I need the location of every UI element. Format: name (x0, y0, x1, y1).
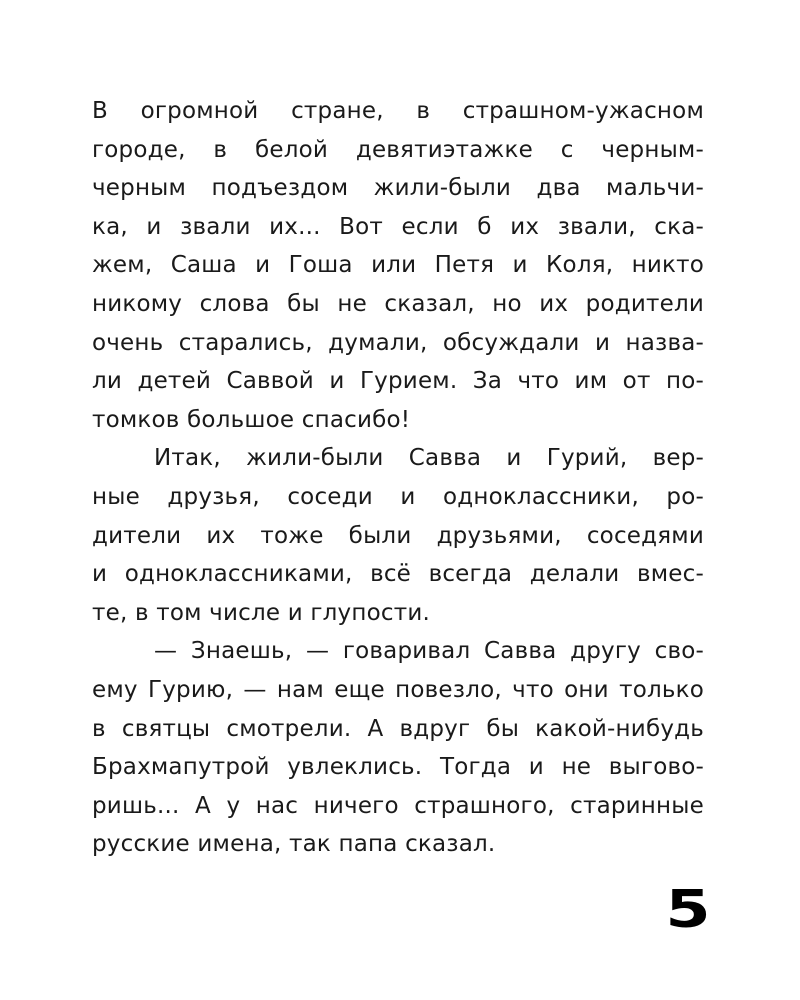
text-line: очень старались, думали, обсуждали и назва- (92, 329, 704, 356)
text-line: В огромной стране, в страшном-ужасном (92, 98, 704, 124)
text-line: в святцы смотрели. А вдруг бы какой-нибудь (92, 715, 704, 742)
text-line: и одноклассниками, всё всегда делали вмес- (92, 561, 704, 588)
text-line: ные друзья, соседи и одноклассники, ро- (92, 483, 704, 510)
text-line: дители их тоже были друзьями, соседями (92, 522, 704, 549)
text-line: те, в том числе и глупости. (92, 599, 430, 626)
text-line: — Знаешь, — говаривал Савва другу сво- (154, 638, 704, 665)
text-line: Итак, жили-были Савва и Гурий, вер- (154, 445, 704, 472)
text-line: городе, в белой девятиэтажке с черным- (92, 136, 704, 163)
page-number: 5 (665, 880, 711, 940)
text-line: русские имена, так папа сказал. (92, 831, 496, 858)
text-line: Брахмапутрой увлеклись. Тогда и не выгово- (92, 754, 704, 781)
text-line: ему Гурию, — нам еще повезло, что они только (92, 676, 704, 703)
text-line: жем, Саша и Гоша или Петя и Коля, никто (92, 252, 704, 279)
text-line: ка, и звали их... Вот если б их звали, ска- (92, 213, 704, 240)
text-line: черным подъездом жили-были два мальчи- (92, 175, 704, 202)
body-text (92, 92, 704, 864)
text-line: ришь... А у нас ничего страшного, старинные (92, 792, 704, 819)
text-line: томков большое спасибо! (92, 406, 411, 433)
text-line: никому слова бы не сказал, но их родители (92, 290, 704, 317)
text-line: ли детей Саввой и Гурием. За что им от по- (92, 368, 704, 395)
